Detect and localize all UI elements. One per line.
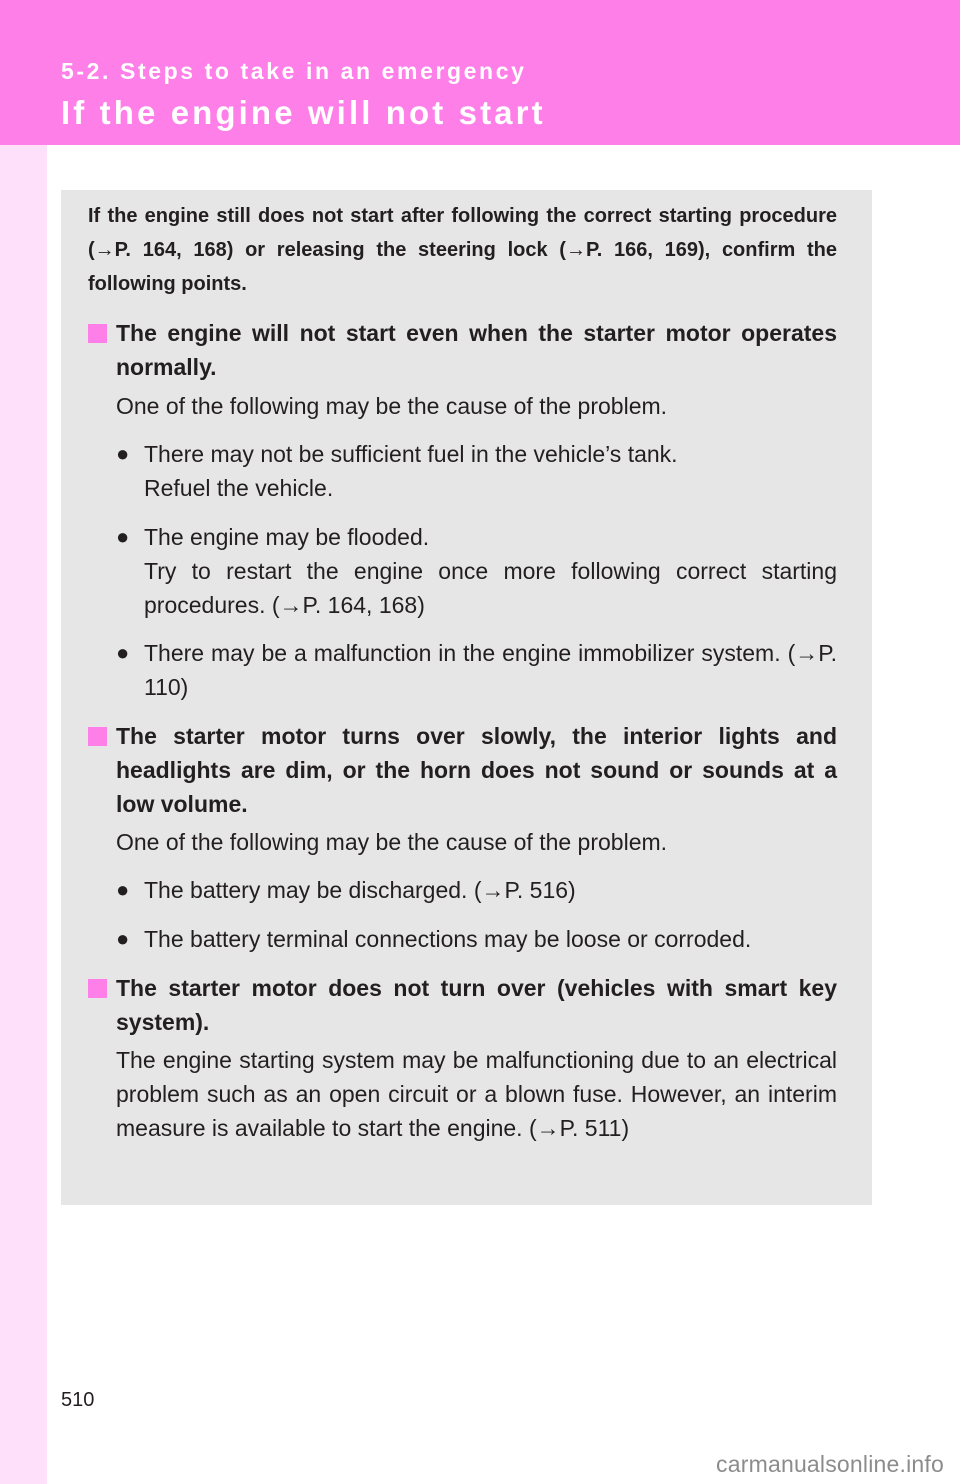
bullet-dot-icon: ● [116, 640, 130, 665]
list-item: ● The battery terminal connections may be loose or corroded. [116, 922, 837, 956]
section-text: One of the following may be the cause of the problem. [116, 829, 668, 855]
section-text: The engine starting system may be malfunctioning due to an electrical problem such as an open circuit or a blown fuse. However, an interim measure is available to start the engine. (→P. 511) [116, 1047, 837, 1141]
bullet-dot-icon: ● [116, 441, 130, 466]
square-bullet-icon [88, 324, 107, 343]
list-item: ● There may not be sufficient fuel in the vehicle’s tank. Refuel the vehicle. [116, 437, 837, 505]
watermark: carmanualsonline.info [716, 1451, 944, 1477]
section-text: One of the following may be the cause of the problem. [116, 393, 668, 419]
section-label: 5-2. Steps to take in an emergency [61, 58, 527, 84]
intro-paragraph: If the engine still does not start after following the correct starting procedure (→P. 164, 168) or releasing the steering lock (→P. 166, 169), confirm the following points. [88, 205, 837, 295]
section-heading: The starter motor turns over slowly, the interior lights and headlights are dim, or the horn does not sound or sounds at a low volume. [88, 719, 837, 821]
square-bullet-icon [88, 727, 107, 746]
list-item: ● There may be a malfunction in the engine immobilizer system. (→P. 110) [116, 636, 837, 704]
list-item: ● The battery may be discharged. (→P. 516) [116, 873, 837, 907]
page-number: 510 [61, 1389, 95, 1411]
list-item: ● The engine may be flooded. Try to restart the engine once more following correct starting procedures. (→P. 164, 168) [116, 520, 837, 622]
side-tab-strip [0, 145, 47, 1484]
page-title: If the engine will not start [61, 94, 546, 131]
bullet-dot-icon: ● [116, 524, 130, 549]
bullet-dot-icon: ● [116, 926, 130, 951]
section-heading: The starter motor does not turn over (vehicles with smart key system). [88, 971, 837, 1039]
bullet-dot-icon: ● [116, 877, 130, 902]
square-bullet-icon [88, 979, 107, 998]
section-heading: The engine will not start even when the starter motor operates normally. [88, 316, 837, 384]
